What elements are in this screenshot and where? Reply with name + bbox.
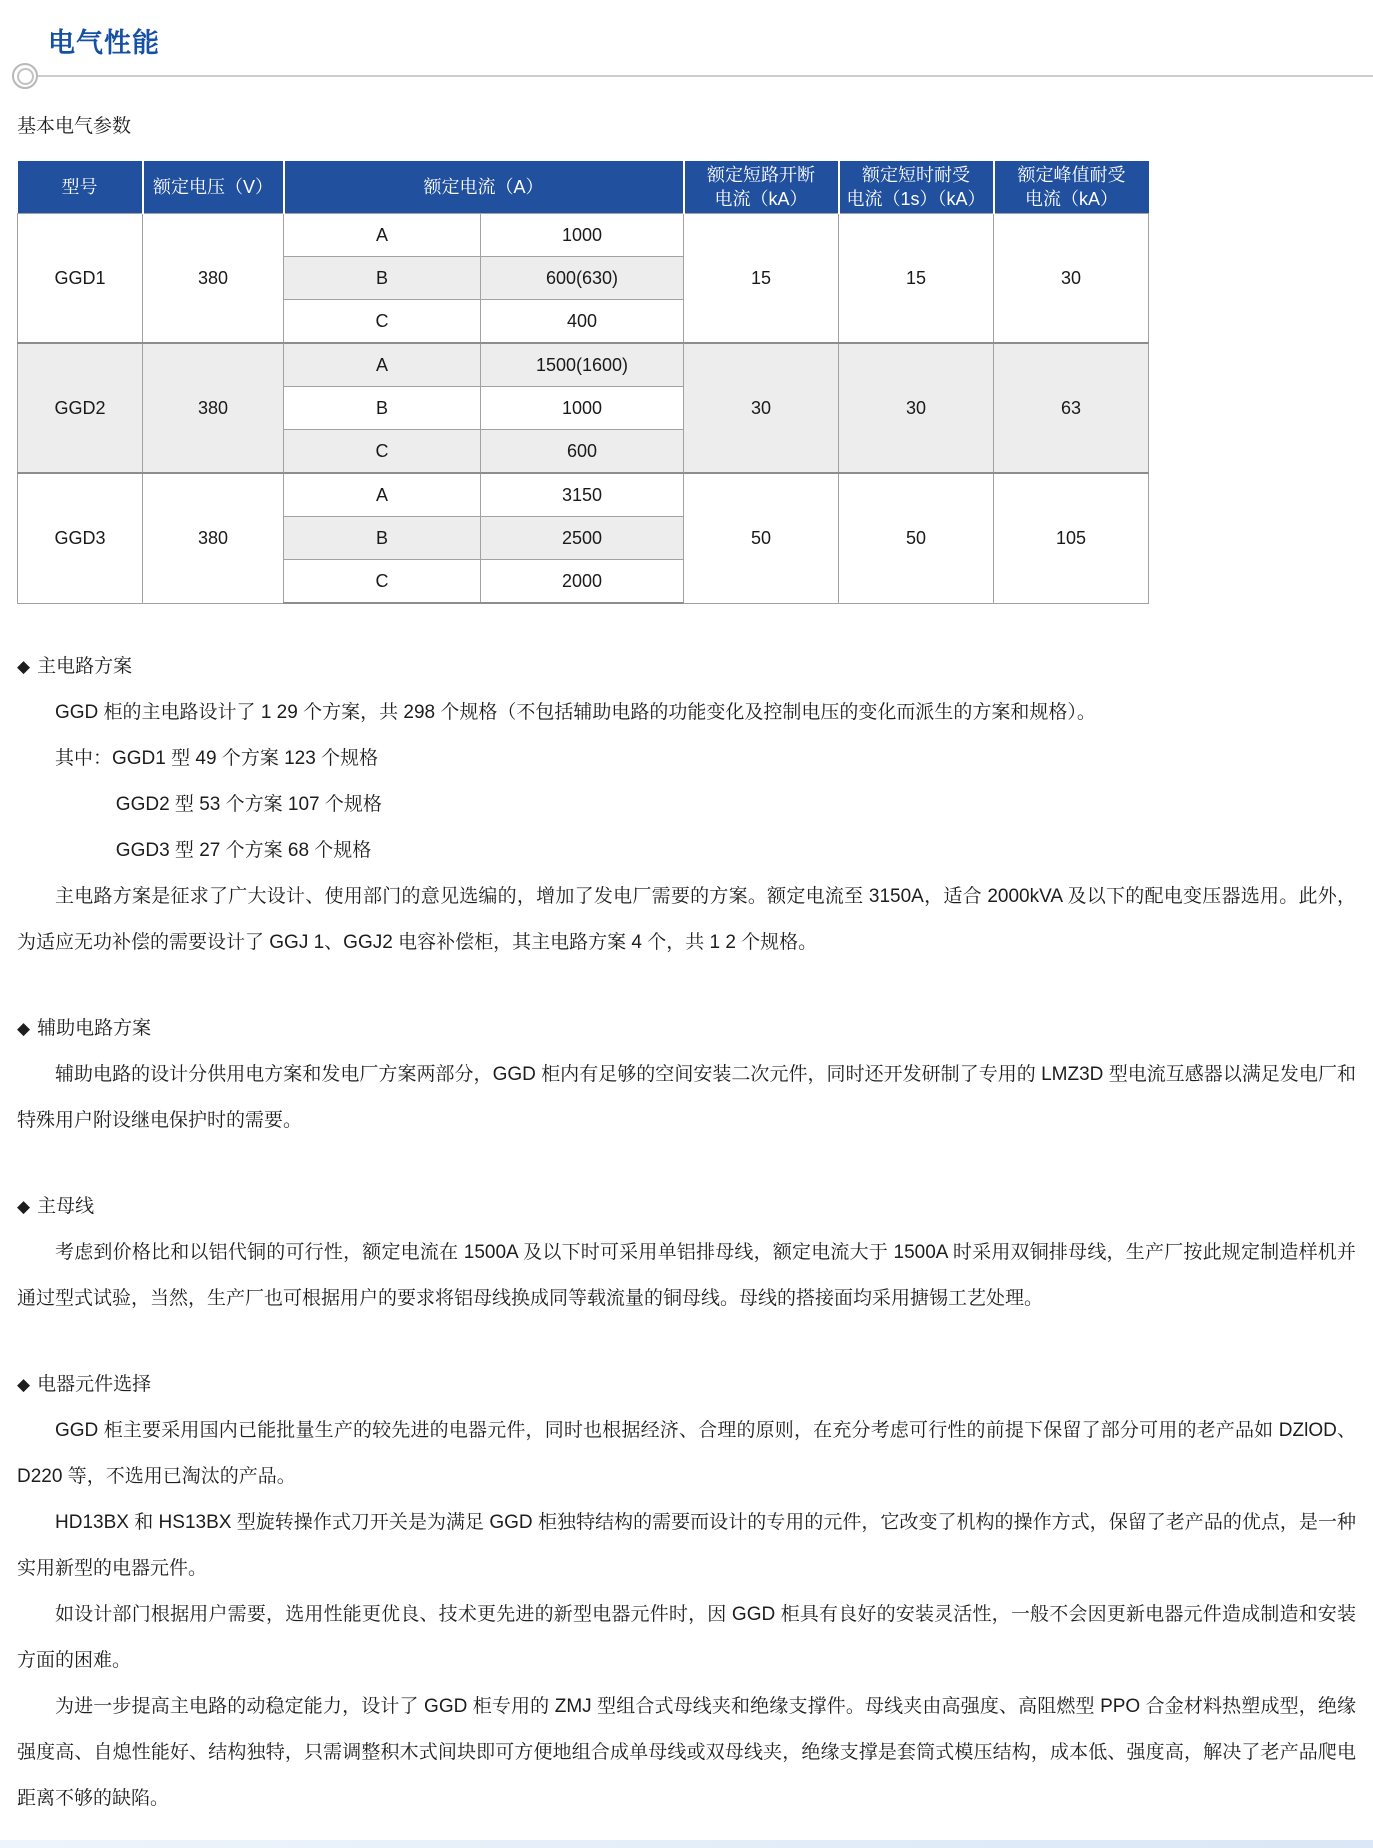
section-heading-main-busbar (17, 1184, 1356, 1230)
cell-phase: A (284, 343, 481, 387)
paragraph: 主电路方案是征求了广大设计、使用部门的意见选编的，增加了发电厂需要的方案。额定电流至 3150A，适合 2000kVA 及以下的配电变压器选用。此外，为适应无功补偿的需要设计了 GGJ 1、GGJ2 电容补偿柜，其主电路方案 4 个，共 1 2 个规格。 (17, 886, 1356, 953)
cell-current: 2000 (481, 560, 684, 604)
header-rated-current: 额定电流（A） (284, 161, 684, 214)
document-body (17, 644, 1356, 1822)
circle-marker-icon (12, 63, 38, 89)
table-row (18, 473, 1149, 517)
section-heading-main-circuit (17, 644, 1356, 690)
header-breaking-current: 额定短路开断 电流（kA） (684, 161, 839, 214)
paragraph: 如设计部门根据用户需要，选用性能更优良、技术更先进的新型电器元件时，因 GGD 柜具有良好的安装灵活性，一般不会因更新电器元件造成制造和安装方面的困难。 (17, 1604, 1356, 1671)
title-divider (0, 63, 1373, 89)
cell-model: GGD3 (18, 473, 143, 603)
circle-marker-inner (17, 68, 34, 85)
cell-withstand: 15 (839, 214, 994, 344)
section-heading-label: 电器元件选择 (37, 1374, 152, 1395)
page-title: 电气性能 (48, 28, 160, 58)
cell-current: 3150 (481, 473, 684, 517)
paragraph: GGD2 型 53 个方案 107 个规格 (115, 794, 382, 815)
cell-breaking: 50 (684, 473, 839, 603)
cell-phase: B (284, 517, 481, 560)
cell-voltage: 380 (143, 343, 284, 473)
section-heading-component-selection (17, 1362, 1356, 1408)
cell-current: 2500 (481, 517, 684, 560)
paragraph: 考虑到价格比和以铝代铜的可行性，额定电流在 1500A 及以下时可采用单铝排母线，额定电流大于 1500A 时采用双铜排母线，生产厂按此规定制造样机并通过型式试验，当然，生产厂也可根据用户的要求将铝母线换成同等载流量的铜母线。母线的搭接面均采用搪锡工艺处理。 (17, 1242, 1356, 1309)
diamond-bullet-icon: ◆ (17, 1197, 31, 1216)
cell-phase: C (284, 300, 481, 344)
cell-breaking: 15 (684, 214, 839, 344)
section-heading-label: 辅助电路方案 (37, 1018, 152, 1039)
cell-voltage: 380 (143, 473, 284, 603)
table-caption: 基本电气参数 (17, 116, 132, 137)
paragraph: HD13BX 和 HS13BX 型旋转操作式刀开关是为满足 GGD 柜独特结构的需要而设计的专用的元件，它改变了机构的操作方式，保留了老产品的优点，是一种实用新型的电器元件。 (17, 1512, 1356, 1579)
header-peak-current: 额定峰值耐受 电流（kA） (994, 161, 1149, 214)
paragraph: 其中：GGD1 型 49 个方案 123 个规格 (55, 748, 379, 769)
cell-peak: 63 (994, 343, 1149, 473)
cell-current: 600 (481, 430, 684, 474)
cell-current: 1000 (481, 214, 684, 257)
table-row (18, 214, 1149, 257)
cell-current: 400 (481, 300, 684, 344)
section-heading-auxiliary-circuit (17, 1006, 1356, 1052)
header-model: 型号 (18, 161, 143, 214)
paragraph: GGD 柜的主电路设计了 1 29 个方案，共 298 个规格（不包括辅助电路的功能变化及控制电压的变化而派生的方案和规格）。 (55, 702, 1096, 723)
cell-withstand: 50 (839, 473, 994, 603)
diamond-bullet-icon: ◆ (17, 1375, 31, 1394)
cell-model: GGD1 (18, 214, 143, 344)
cell-withstand: 30 (839, 343, 994, 473)
cell-model: GGD2 (18, 343, 143, 473)
table-header-row (18, 161, 1149, 214)
paragraph: GGD 柜主要采用国内已能批量生产的较先进的电器元件，同时也根据经济、合理的原则，在充分考虑可行性的前提下保留了部分可用的老产品如 DZlOD、D220 等，不选用已淘汰的产品。 (17, 1420, 1356, 1487)
header-rated-voltage: 额定电压（V） (143, 161, 284, 214)
cell-phase: B (284, 257, 481, 300)
page-footer-bar (0, 1840, 1373, 1848)
diamond-bullet-icon: ◆ (17, 1019, 31, 1038)
section-heading-label: 主母线 (37, 1196, 95, 1217)
cell-phase: C (284, 560, 481, 604)
cell-current: 600(630) (481, 257, 684, 300)
paragraph: 为进一步提高主电路的动稳定能力，设计了 GGD 柜专用的 ZMJ 型组合式母线夹和绝缘支撑件。母线夹由高强度、高阻燃型 PPO 合金材料热塑成型，绝缘强度高、自熄性能好、结构独特，只需调整积木式间块即可方便地组合成单母线或双母线夹，绝缘支撑是套筒式模压结构，成本低、强度高，解决了老产品爬电距离不够的缺陷。 (17, 1696, 1356, 1809)
cell-phase: A (284, 214, 481, 257)
paragraph: GGD3 型 27 个方案 68 个规格 (115, 840, 372, 861)
cell-current: 1500(1600) (481, 343, 684, 387)
paragraph: 辅助电路的设计分供用电方案和发电厂方案两部分，GGD 柜内有足够的空间安装二次元件，同时还开发研制了专用的 LMZ3D 型电流互感器以满足发电厂和特殊用户附设继电保护时的需要。 (17, 1064, 1356, 1131)
header-withstand-current: 额定短时耐受 电流（1s）（kA） (839, 161, 994, 214)
cell-peak: 105 (994, 473, 1149, 603)
cell-phase: A (284, 473, 481, 517)
cell-phase: B (284, 387, 481, 430)
diamond-bullet-icon: ◆ (17, 657, 31, 676)
cell-voltage: 380 (143, 214, 284, 344)
cell-breaking: 30 (684, 343, 839, 473)
cell-current: 1000 (481, 387, 684, 430)
table-row (18, 343, 1149, 387)
divider-line (38, 75, 1373, 77)
cell-peak: 30 (994, 214, 1149, 344)
cell-phase: C (284, 430, 481, 474)
electrical-parameters-table (17, 161, 1149, 604)
section-heading-label: 主电路方案 (37, 656, 133, 677)
